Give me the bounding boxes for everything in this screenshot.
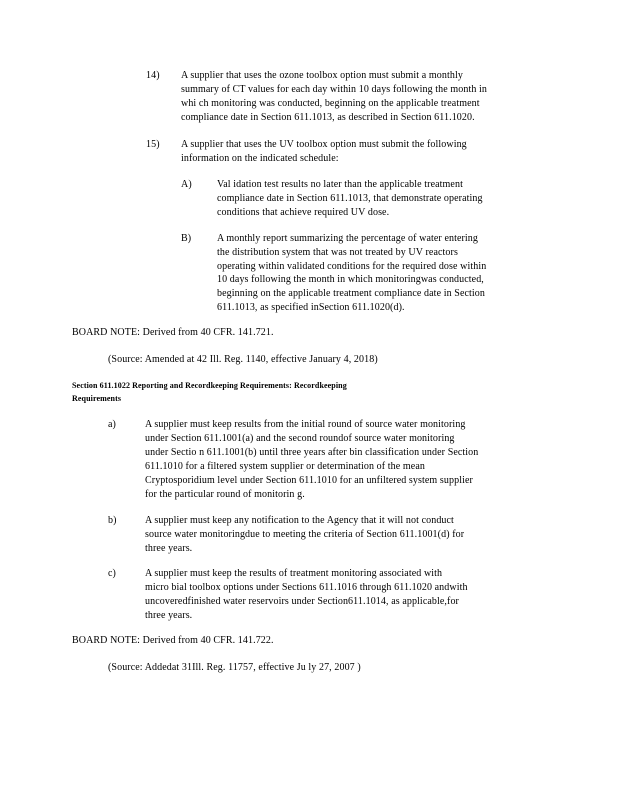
section-heading: Section 611.1022 Reporting and Recordkeeping Requirements: Recordkeeping — [72, 381, 347, 390]
item-a-line: under Sectio n 611.1001(b) until three years after bin classification under Section — [145, 447, 479, 458]
item-a-line: A supplier must keep results from the initial round of source water monitoring — [145, 419, 466, 430]
item-14-line: summary of CT values for each day within 10 days following the month in — [181, 84, 488, 95]
item-a-line: under Section 611.1001(a) and the second roundof source water monitoring — [145, 433, 455, 444]
item-15a-line: conditions that achieve required UV dose. — [217, 207, 390, 218]
item-b-line: source water monitoringdue to meeting the criteria of Section 611.1001(d) for — [145, 529, 465, 540]
board-note: BOARD NOTE: Derived from 40 CFR. 141.721. — [72, 327, 274, 338]
item-c-line: three years. — [145, 610, 193, 621]
section-heading-cont: Requirements — [72, 394, 122, 403]
source-note: (Source: Addedat 31Ill. Reg. 11757, effective Ju ly 27, 2007 ) — [108, 662, 361, 673]
item-c-line: micro bial toolbox options under Sections 611.1016 through 611.1020 andwith — [145, 582, 468, 593]
item-b-line: A supplier must keep any notification to the Agency that it will not conduct — [145, 515, 454, 526]
item-c-line: uncoveredfinished water reservoirs under Section611.1014, as applicable,for — [145, 596, 459, 607]
item-a-label: a) — [108, 419, 116, 430]
item-15a-line: Val idation test results no later than the applicable treatment — [217, 179, 463, 190]
item-a-line: for the particular round of monitorin g. — [145, 489, 305, 500]
item-15b-line: beginning on the applicable treatment compliance date in Section — [217, 288, 485, 299]
board-note: BOARD NOTE: Derived from 40 CFR. 141.722. — [72, 635, 274, 646]
item-b-line: three years. — [145, 543, 193, 554]
item-15a-label: A) — [181, 179, 192, 190]
item-15b-line: the distribution system that was not treated by UV reactors — [217, 247, 458, 258]
item-15b-line: A monthly report summarizing the percentage of water entering — [217, 233, 479, 244]
item-a-line: Cryptosporidium level under Section 611.1010 for an unfiltered system supplier — [145, 475, 473, 486]
item-15b-line: 10 days following the month in which monitoringwas conducted, — [217, 274, 484, 285]
item-15b-line: 611.1013, as specified inSection 611.1020(d). — [217, 302, 405, 313]
item-15-label: 15) — [146, 139, 160, 150]
item-14-line: whi ch monitoring was conducted, beginning on the applicable treatment — [181, 98, 480, 109]
item-b-label: b) — [108, 515, 117, 526]
item-15b-label: B) — [181, 233, 192, 244]
item-a-line: 611.1010 for a filtered system supplier or determination of the mean — [145, 461, 425, 472]
item-14-line: compliance date in Section 611.1013, as described in Section 611.1020. — [181, 112, 475, 123]
item-c-label: c) — [108, 568, 116, 579]
item-15a-line: compliance date in Section 611.1013, that demonstrate operating — [217, 193, 483, 204]
item-14-label: 14) — [146, 70, 160, 81]
item-c-line: A supplier must keep the results of treatment monitoring associated with — [145, 568, 443, 579]
item-14-line: A supplier that uses the ozone toolbox option must submit a monthly — [181, 70, 463, 81]
source-note: (Source: Amended at 42 Ill. Reg. 1140, effective January 4, 2018) — [108, 354, 378, 365]
item-15-line: information on the indicated schedule: — [181, 153, 339, 164]
item-15-line: A supplier that uses the UV toolbox option must submit the following — [181, 139, 467, 150]
item-15b-line: operating within validated conditions for the required dose within — [217, 261, 487, 272]
